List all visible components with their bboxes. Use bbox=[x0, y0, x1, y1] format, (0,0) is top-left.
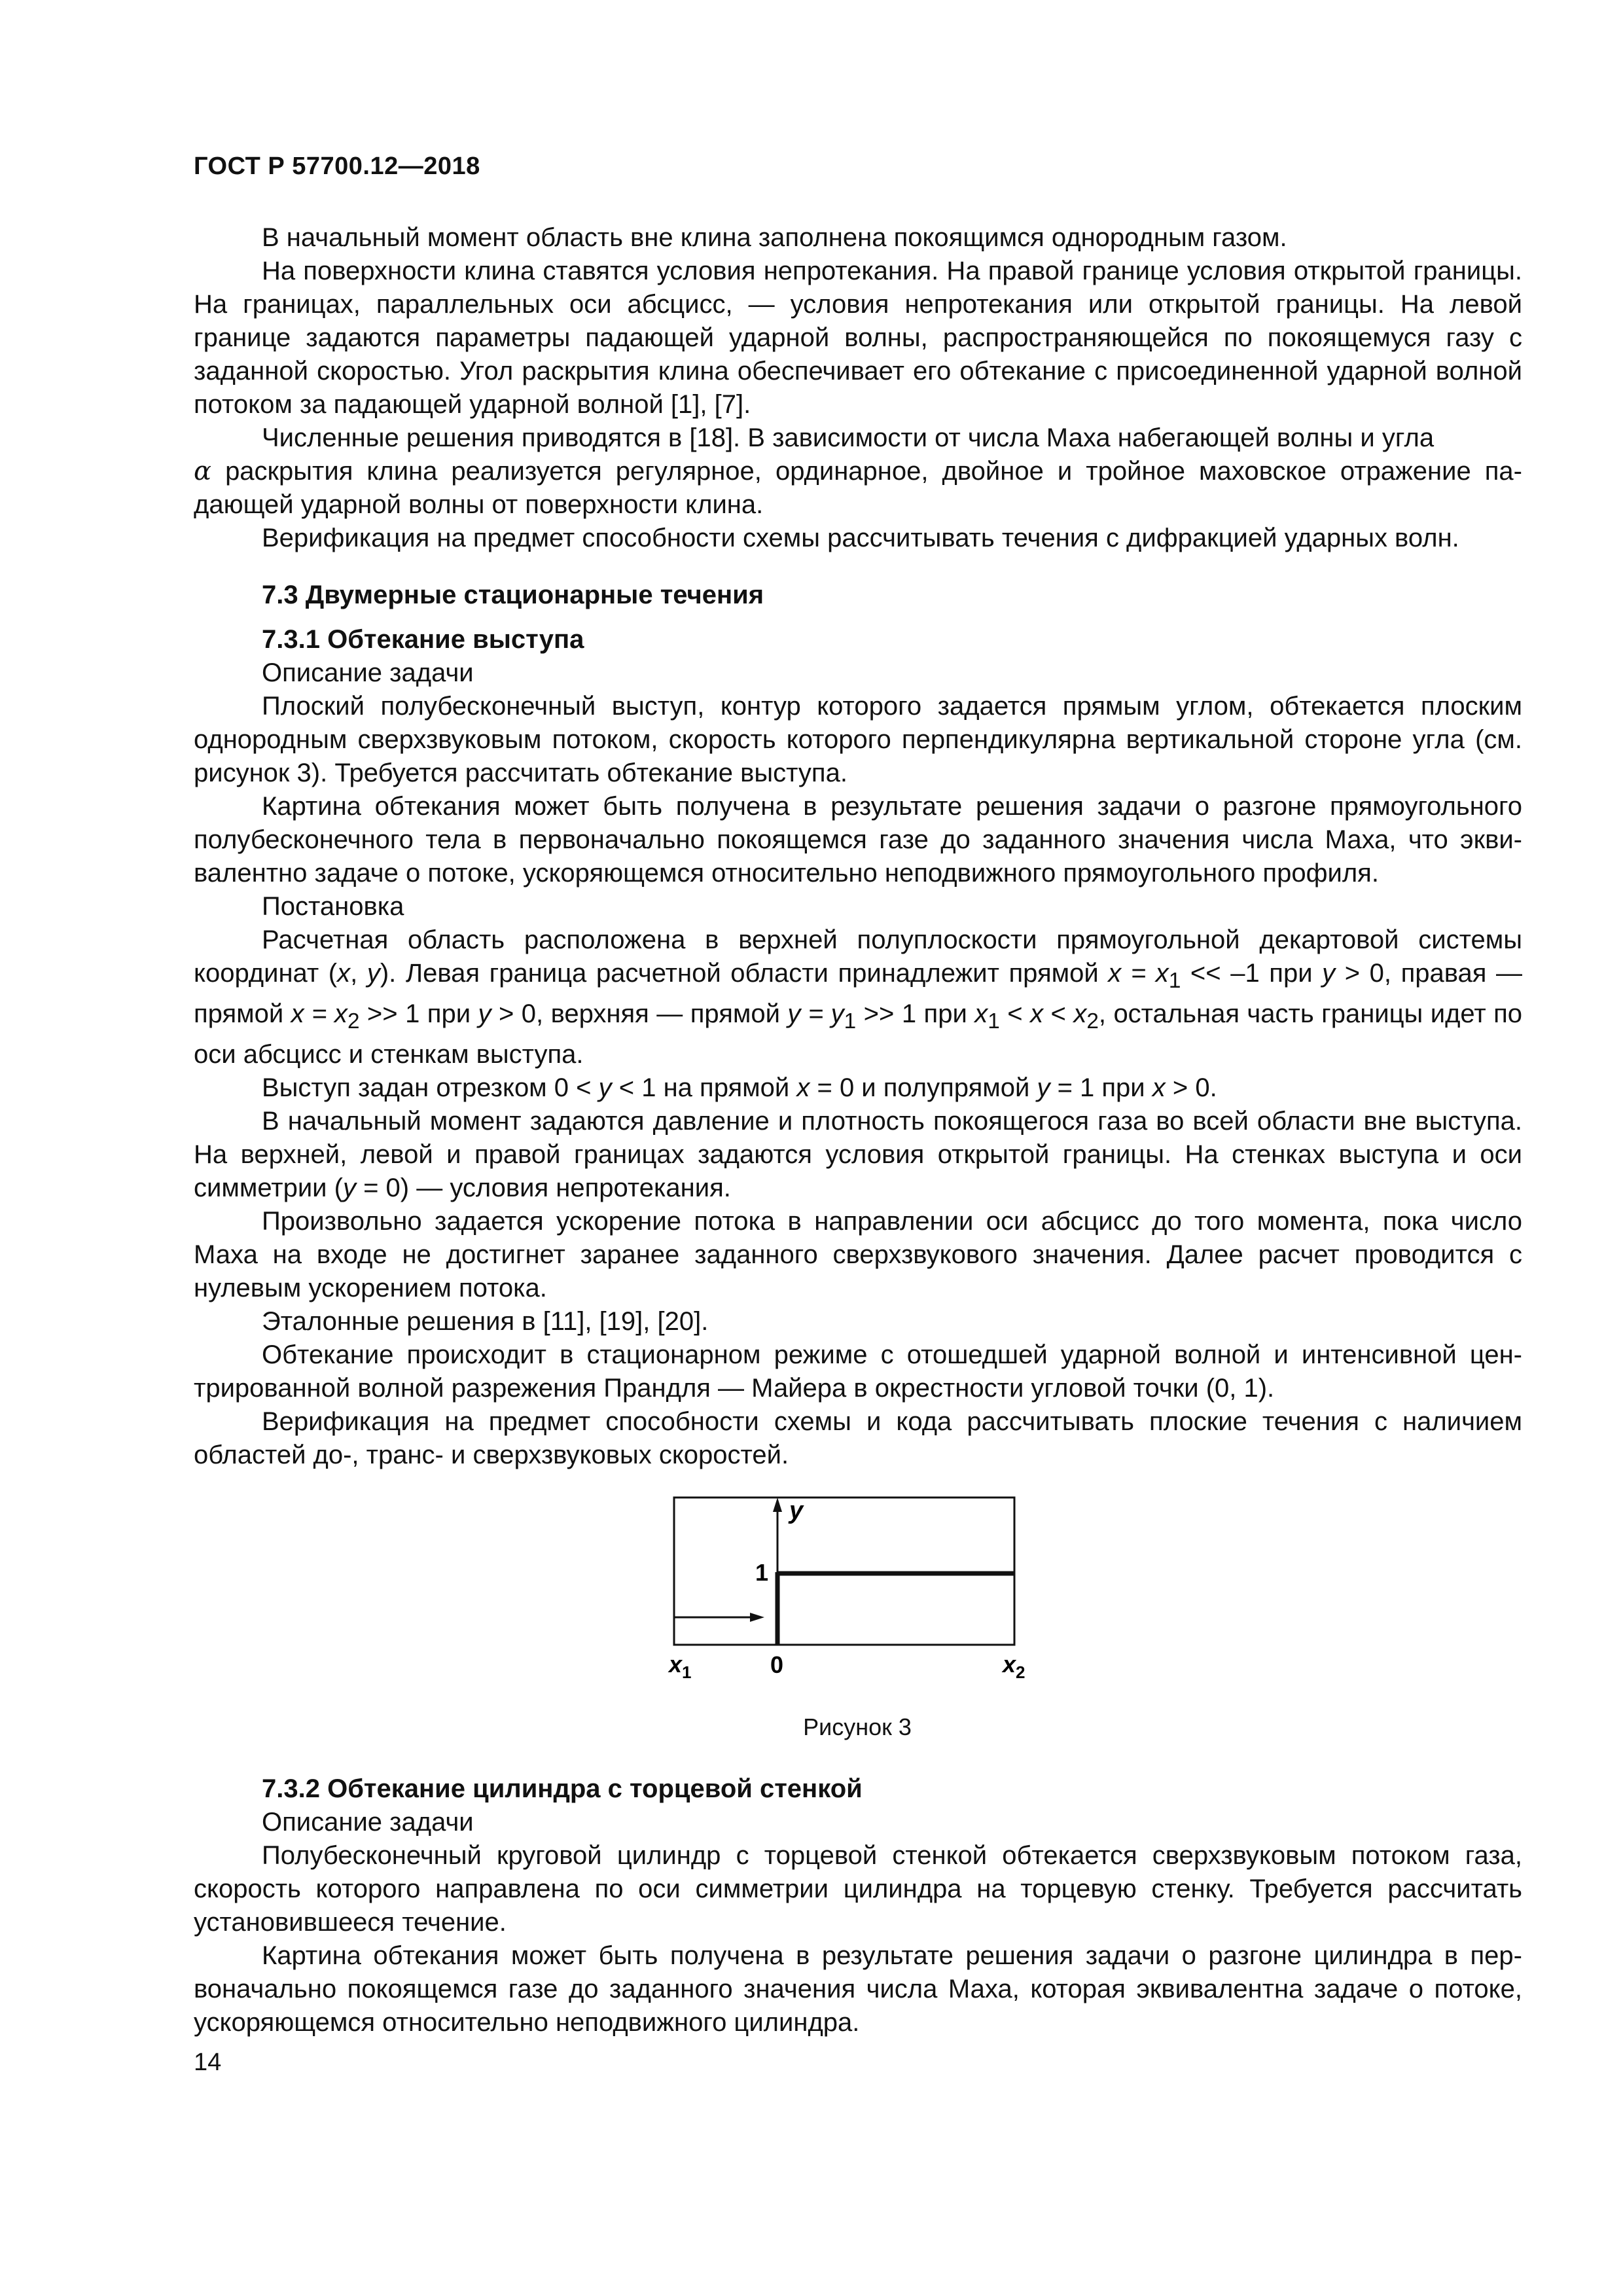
paragraph: Численные решения приводятся в [18]. В зависимости от числа Маха набегающей волны и угла α раскрытия клина реализуется регулярное, ординарное, двойное и тройное маховское отражение падающей ударной волны от поверхности клина. bbox=[194, 423, 1522, 519]
x2-label: $x_2$ bbox=[1003, 1651, 1026, 1682]
paragraph: Верификация на предмет способности схемы и кода рассчитывать плоские течения с наличием областей до-, транс- и сверхзвуковых скоростей. bbox=[194, 1407, 1522, 1469]
body-text-top bbox=[194, 221, 1522, 1472]
subsection-heading-7-3-1: 7.3.1 Обтекание выступа bbox=[262, 625, 584, 654]
document-header: ГОСТ Р 57700.12—2018 bbox=[194, 152, 480, 180]
paragraph: Произвольно задается ускорение потока в направлении оси абсцисс до того момента, пока число Маха на входе не достигнет заранее заданного сверхзвукового значения. Далее расчет проводится с нулевым ускорением потока. bbox=[194, 1207, 1522, 1302]
paragraph: Картина обтекания может быть получена в результате решения задачи о разгоне цилиндра в первоначально покоящемся газе до заданного значения числа Маха, которая эквивалентна задаче о потоке, ускоряющемся относительно неподвижного цилиндра. bbox=[194, 1941, 1522, 2037]
description-label: Описание задачи bbox=[262, 658, 474, 687]
page-number: 14 bbox=[194, 2049, 222, 2076]
paragraph: Плоский полубесконечный выступ, контур которого задается прямым углом, обтекается плоским однородным сверхзвуковым потоком, скорость которого перпендикулярна вертикальной стороне угла (см. рисунок 3). Требуется рассчитать обтекание выступа. bbox=[194, 692, 1522, 787]
description-label: Описание задачи bbox=[262, 1808, 474, 1837]
figure-caption: Рисунок 3 bbox=[803, 1713, 912, 1740]
section-heading-7-3: 7.3 Двумерные стационарные течения bbox=[262, 581, 764, 609]
subsection-heading-7-3-2: 7.3.2 Обтекание цилиндра с торцевой стенкой bbox=[262, 1774, 863, 1803]
y-axis-label: y bbox=[789, 1497, 804, 1524]
tick-label-1: 1 bbox=[755, 1559, 769, 1586]
paragraph: В начальный момент область вне клина заполнена покоящимся однородным газом. bbox=[262, 223, 1287, 252]
figure-3 bbox=[654, 1484, 1060, 1694]
paragraph: В начальный момент задаются давление и плотность покоящегося газа во всей области вне выступа. На верхней, левой и правой границах задаются условия открытой границы. На стенках выступа и оси симметрии (y = 0) — условия непротекания. bbox=[194, 1107, 1522, 1202]
paragraph: Картина обтекания может быть получена в результате решения задачи о разгоне прямоугольного полубесконечного тела в первоначально покоящемся газе до заданного значения числа Маха, что эквивалентно задаче о потоке, ускоряющемся относительно неподвижного прямоугольного профиля. bbox=[194, 792, 1522, 888]
tick-label-0: 0 bbox=[770, 1651, 784, 1678]
paragraph: Выступ задан отрезком 0 < y < 1 на прямой x = 0 и полупрямой y = 1 при x > 0. bbox=[262, 1073, 1217, 1102]
y-axis-arrowhead bbox=[773, 1498, 782, 1512]
paragraph: На поверхности клина ставятся условия непротекания. На правой границе условия открытой границы. На границах, параллельных оси абсцисс, — условия непротекания или открытой границы. На левой границе задаются параметры падающей ударной волны, распространяющейся по покоящемуся газу с заданной скоростью. Угол раскрытия клина обеспечивает его обтекание с присоединенной ударной волной потоком за падающей ударной волной [1], [7]. bbox=[194, 257, 1522, 419]
statement-label: Постановка bbox=[262, 892, 404, 921]
paragraph: Обтекание происходит в стационарном режиме с отошедшей ударной волной и интенсивной центрированной волной разрежения Прандля — Майера в окрестности угловой точки (0, 1). bbox=[194, 1340, 1522, 1403]
alpha-symbol: α bbox=[194, 456, 212, 486]
body-text-bottom bbox=[194, 1772, 1522, 2039]
paragraph: Эталонные решения в [11], [19], [20]. bbox=[262, 1307, 709, 1336]
paragraph: Полубесконечный круговой цилиндр с торцевой стенкой обтекается сверхзвуковым потоком газа, скорость которого направлена по оси симметрии цилиндра на торцевую стенку. Требуется рассчитать установившееся течение. bbox=[194, 1841, 1522, 1937]
x1-label: $x_1$ bbox=[669, 1651, 692, 1682]
paragraph: Расчетная область расположена в верхней полуплоскости прямоугольной декартовой системы координат (x, y). Левая граница расчетной области принадлежит прямой $x = x_1 << -1$ при y > 0, правая — прямой $x = x_2 >> 1$ при y > 0, верхняя — прямой $y = y_1 >> 1$ при $x_1 < x < x_2$, остальная часть границы идет по оси абсцисс и стенкам выступа. bbox=[194, 925, 1523, 1069]
flow-arrowhead bbox=[750, 1613, 764, 1622]
paragraph: Верификация на предмет способности схемы рассчитывать течения с дифракцией ударных волн. bbox=[262, 524, 1459, 552]
